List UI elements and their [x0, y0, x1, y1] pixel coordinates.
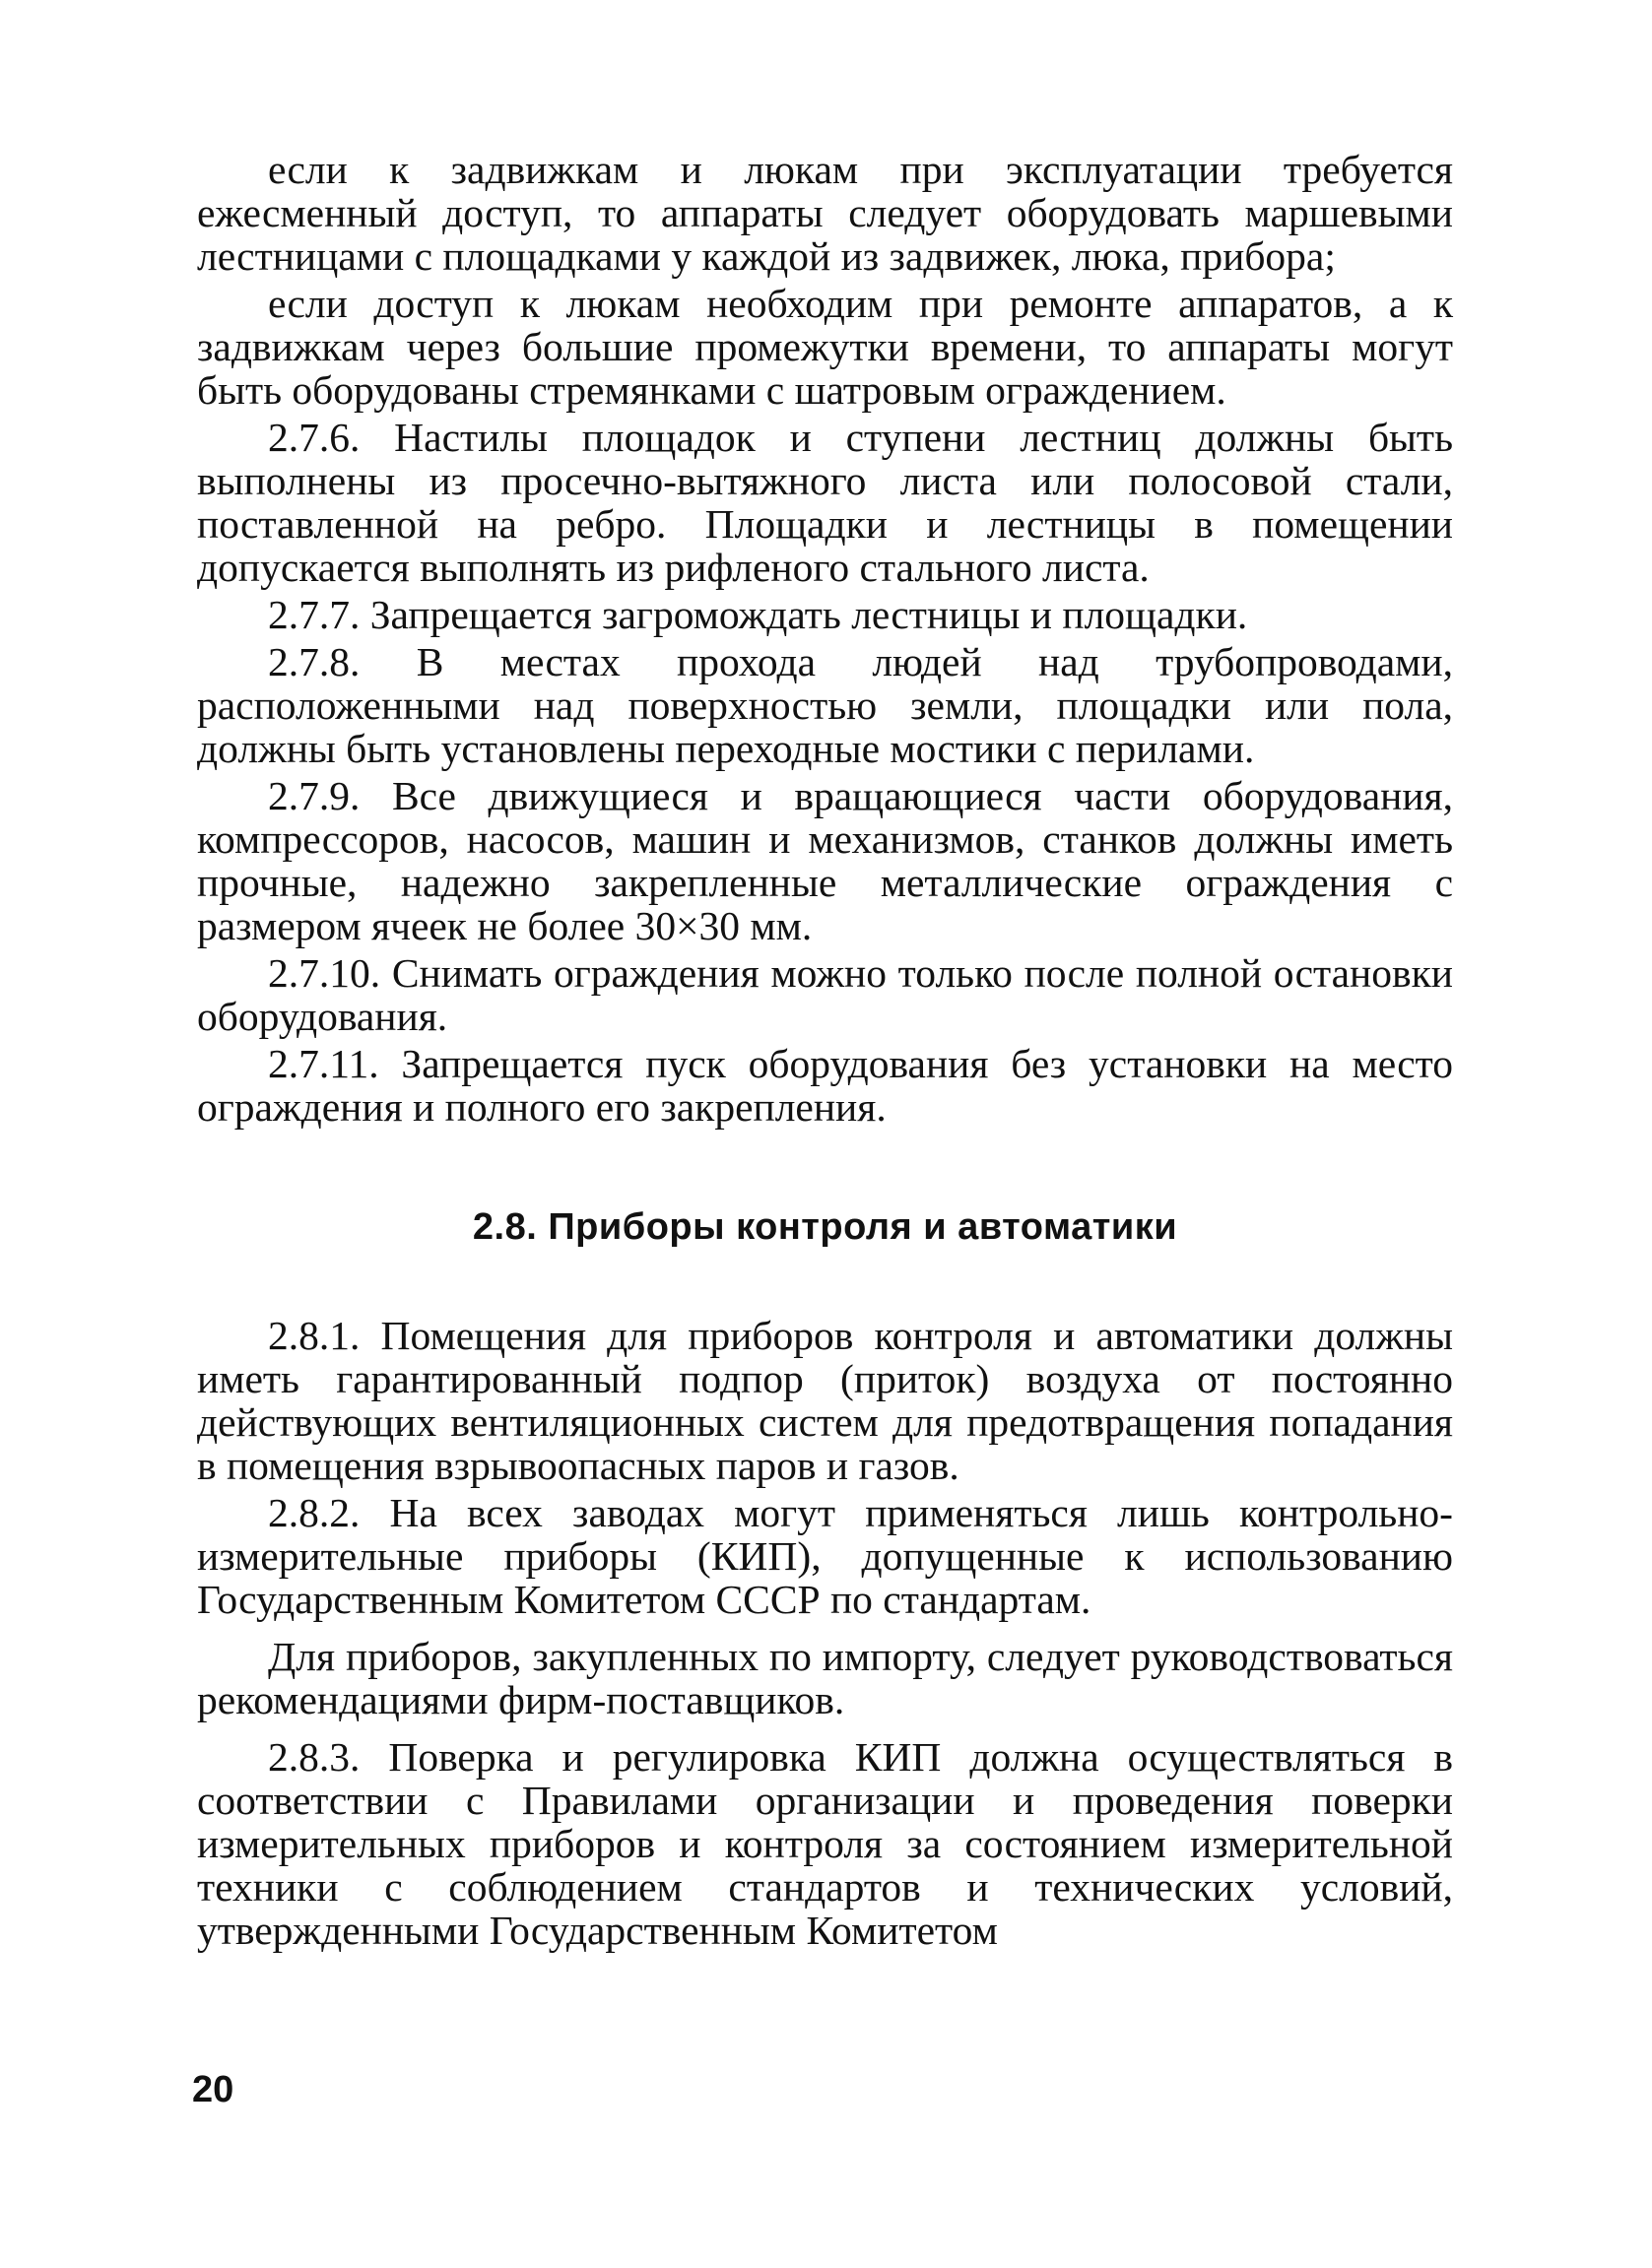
section-heading-2-8: 2.8. Приборы контроля и автоматики: [472, 1206, 1178, 1248]
text-column: [197, 148, 1453, 1952]
paragraph-2-7-10: 2.7.10. Снимать ограждения можно только после полной остановки оборудования.: [197, 950, 1453, 1039]
paragraph-2-7-9: 2.7.9. Все движущиеся и вращающиеся части оборудования, компрессоров, насосов, машин и механизмов, станков должны иметь прочные, надежно закрепленные металлические ограждения с размером ячеек не более 30×30 мм.: [197, 773, 1453, 948]
paragraph-ladders-daily-access: если к задвижкам и люкам при эксплуатации требуется ежесменный доступ, то аппараты следует оборудовать маршевыми лестницами с площадками у каждой из задвижек, люка, прибора;: [197, 147, 1453, 279]
paragraph-import-instruments: Для приборов, закупленных по импорту, следует руководствоваться рекомендациями фирм-поставщиков.: [197, 1634, 1453, 1722]
paragraph-2-7-7: 2.7.7. Запрещается загромождать лестницы и площадки.: [268, 592, 1248, 637]
paragraph-2-7-11: 2.7.11. Запрещается пуск оборудования без установки на место ограждения и полного его закрепления.: [197, 1041, 1453, 1130]
paragraph-2-8-2: 2.8.2. На всех заводах могут применяться лишь контрольно-измерительные приборы (КИП), допущенные к использованию Государственным Комитетом СССР по стандартам.: [197, 1490, 1453, 1622]
paragraph-2-7-6: 2.7.6. Настилы площадок и ступени лестниц должны быть выполнены из просечно-вытяжного листа или полосовой стали, поставленной на ребро. Площадки и лестницы в помещении допускается выполнять из рифленого стального листа.: [197, 415, 1453, 590]
paragraph-stepladders-repair-access: если доступ к люкам необходим при ремонте аппаратов, а к задвижкам через большие промежутки времени, то аппараты могут быть оборудованы стремянками с шатровым ограждением.: [197, 281, 1453, 413]
paragraph-2-7-8: 2.7.8. В местах прохода людей над трубопроводами, расположенными над поверхностью земли, площадки или пола, должны быть установлены переходные мостики с перилами.: [197, 639, 1453, 771]
paragraph-2-8-1: 2.8.1. Помещения для приборов контроля и автоматики должны иметь гарантированный подпор (приток) воздуха от постоянно действующих вентиляционных систем для предотвращения попадания в помещения взрывоопасных паров и газов.: [197, 1313, 1453, 1488]
paragraph-2-8-3: 2.8.3. Поверка и регулировка КИП должна осуществляться в соответствии с Правилами организации и проведения поверки измерительных приборов и контроля за состоянием измерительной техники с соблюдением стандартов и технических условий, утвержденными Государственным Комитетом: [197, 1734, 1453, 1953]
page-number: 20: [192, 2069, 234, 2110]
